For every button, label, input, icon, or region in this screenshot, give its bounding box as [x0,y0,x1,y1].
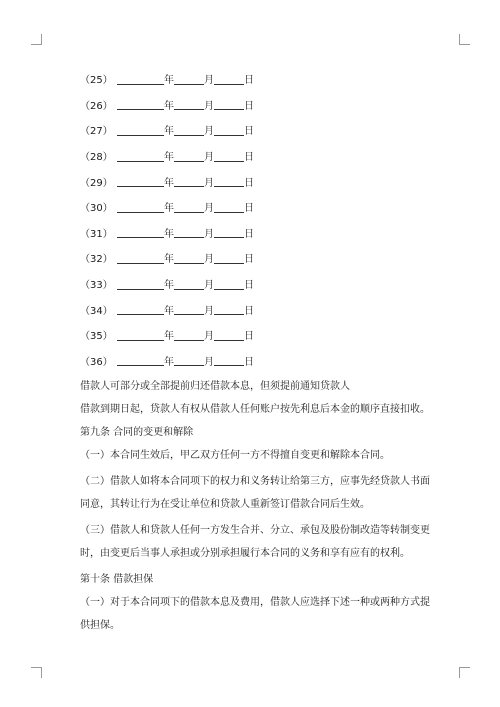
day-blank-field[interactable] [214,98,244,110]
maturity-deduction-paragraph: 借款到期日起，贷款人有权从借款人任何账户按先利息后本金的顺序直接扣收。 [80,404,430,416]
day-blank-field[interactable] [214,201,244,213]
article-9-clause-3-line-1: （三）借款人和贷款人任何一方发生合并、分立、承包及股份制改造等转制变更 [80,525,430,537]
schedule-row [80,296,425,322]
article-9-clause-2-line-2: 同意，其转让行为在受让单位和贷款人重新签订借款合同后生效。 [80,499,370,511]
month-label: 月 [204,100,214,112]
month-label: 月 [204,254,214,266]
year-label: 年 [164,280,174,292]
year-label: 年 [164,100,174,112]
article-9-heading: 第九条 合同的变更和解除 [80,427,194,439]
year-blank-field[interactable] [117,354,164,366]
day-blank-field[interactable] [214,226,244,238]
article-10-clause-1-line-2: 供担保。 [80,620,120,632]
year-blank-field[interactable] [117,175,164,187]
year-blank-field[interactable] [117,73,164,85]
schedule-row [80,271,425,297]
schedule-row [80,245,425,271]
year-blank-field[interactable] [117,303,164,315]
day-blank-field[interactable] [214,303,244,315]
year-blank-field[interactable] [117,329,164,341]
day-blank-field[interactable] [214,252,244,264]
day-label: 日 [244,254,254,266]
day-blank-field[interactable] [214,278,244,290]
month-label: 月 [204,75,214,87]
month-blank-field[interactable] [174,124,204,136]
article-9-clause-1: （一）本合同生效后，甲乙双方任何一方不得擅自变更和解除本合同。 [80,450,390,462]
month-label: 月 [204,331,214,343]
month-blank-field[interactable] [174,175,204,187]
day-blank-field[interactable] [214,73,244,85]
day-label: 日 [244,280,254,292]
month-blank-field[interactable] [174,226,204,238]
article-10-clause-1-line-1: （一）对于本合同项下的借款本息及费用，借款人应选择下述一种或两种方式提 [80,597,430,609]
article-10-heading: 第十条 借款担保 [80,574,154,586]
crop-mark-bottom-left [31,667,42,678]
month-blank-field[interactable] [174,329,204,341]
year-blank-field[interactable] [117,124,164,136]
month-label: 月 [204,126,214,138]
schedule-row-index: （35） [80,331,113,343]
day-blank-field[interactable] [214,329,244,341]
month-label: 月 [204,228,214,240]
year-label: 年 [164,203,174,215]
day-label: 日 [244,228,254,240]
month-blank-field[interactable] [174,278,204,290]
year-label: 年 [164,305,174,317]
month-blank-field[interactable] [174,303,204,315]
article-9-clause-2-line-1: （二）借款人如将本合同项下的权力和义务转让给第三方，应事先经贷款人书面 [80,476,430,488]
day-blank-field[interactable] [214,150,244,162]
year-blank-field[interactable] [117,278,164,290]
month-label: 月 [204,152,214,164]
year-label: 年 [164,126,174,138]
month-blank-field[interactable] [174,73,204,85]
year-label: 年 [164,152,174,164]
day-label: 日 [244,152,254,164]
year-label: 年 [164,254,174,266]
day-blank-field[interactable] [214,124,244,136]
schedule-row-index: （34） [80,305,113,317]
year-blank-field[interactable] [117,252,164,264]
month-blank-field[interactable] [174,354,204,366]
schedule-row-index: （30） [80,203,113,215]
document-body [80,66,430,637]
schedule-row-index: （25） [80,75,113,87]
month-label: 月 [204,177,214,189]
schedule-row [80,322,425,348]
year-blank-field[interactable] [117,98,164,110]
schedule-row [80,66,425,92]
day-label: 日 [244,100,254,112]
year-label: 年 [164,228,174,240]
early-repayment-paragraph: 借款人可部分或全部提前归还借款本息，但须提前通知贷款人 [80,381,350,393]
schedule-row-index: （36） [80,356,113,368]
schedule-row-index: （32） [80,254,113,266]
schedule-row [80,348,425,374]
schedule-row [80,220,425,246]
year-label: 年 [164,331,174,343]
month-blank-field[interactable] [174,98,204,110]
month-label: 月 [204,305,214,317]
year-blank-field[interactable] [117,150,164,162]
schedule-row-index: （29） [80,177,113,189]
schedule-row-index: （27） [80,126,113,138]
year-label: 年 [164,75,174,87]
year-label: 年 [164,356,174,368]
day-label: 日 [244,305,254,317]
schedule-row-index: （26） [80,100,113,112]
schedule-row [80,143,425,169]
schedule-row [80,194,425,220]
repayment-schedule [80,66,425,373]
crop-mark-top-right [459,34,470,45]
year-label: 年 [164,177,174,189]
month-label: 月 [204,203,214,215]
crop-mark-bottom-right [459,667,470,678]
day-label: 日 [244,75,254,87]
day-label: 日 [244,177,254,189]
schedule-row-index: （31） [80,228,113,240]
day-label: 日 [244,126,254,138]
schedule-row [80,92,425,118]
schedule-row-index: （28） [80,152,113,164]
schedule-row [80,117,425,143]
schedule-row [80,168,425,194]
month-blank-field[interactable] [174,252,204,264]
schedule-row-index: （33） [80,280,113,292]
month-blank-field[interactable] [174,150,204,162]
day-label: 日 [244,356,254,368]
day-blank-field[interactable] [214,354,244,366]
day-label: 日 [244,331,254,343]
year-blank-field[interactable] [117,201,164,213]
month-blank-field[interactable] [174,201,204,213]
month-label: 月 [204,356,214,368]
day-blank-field[interactable] [214,175,244,187]
year-blank-field[interactable] [117,226,164,238]
day-label: 日 [244,203,254,215]
month-label: 月 [204,280,214,292]
crop-mark-top-left [31,34,42,45]
article-9-clause-3-line-2: 时，由变更后当事人承担或分别承担履行本合同的义务和享有应有的权利。 [80,548,410,560]
